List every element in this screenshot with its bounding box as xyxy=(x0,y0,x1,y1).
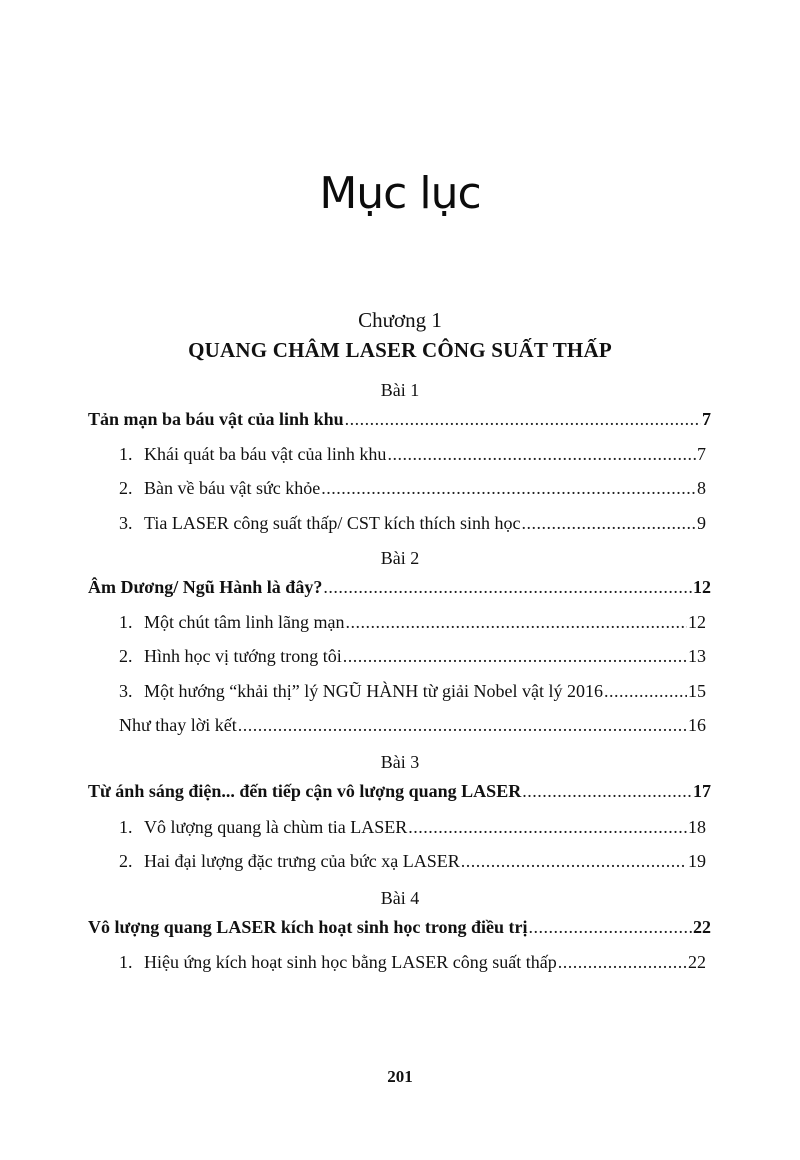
dot-leader xyxy=(461,849,687,873)
lesson-label: Bài 4 xyxy=(380,888,420,908)
lesson-label: Bài 2 xyxy=(380,548,420,568)
entry-title: Hình học vị tướng trong tôi xyxy=(144,646,342,666)
dot-leader xyxy=(529,915,692,939)
dot-leader xyxy=(345,610,687,634)
item-number: 1. xyxy=(119,817,133,837)
dot-leader xyxy=(238,713,687,737)
toc-item-entry[interactable] xyxy=(119,610,706,634)
entry-title: Bàn về báu vật sức khỏe xyxy=(144,478,321,498)
dot-leader xyxy=(323,575,692,599)
entry-page: 8 xyxy=(697,478,706,498)
toc-item-entry[interactable] xyxy=(119,679,706,703)
dot-leader xyxy=(558,950,687,974)
entry-title: Khái quát ba báu vật của linh khu xyxy=(144,444,387,464)
entry-page: 9 xyxy=(697,513,706,533)
item-number: 2. xyxy=(119,851,133,871)
entry-page: 18 xyxy=(688,817,706,837)
page-number: 201 xyxy=(387,1067,413,1086)
toc-item-entry[interactable] xyxy=(119,950,706,974)
entry-title: Âm Dương/ Ngũ Hành là đây? xyxy=(88,577,323,597)
dot-leader xyxy=(604,679,687,703)
toc-section-entry[interactable] xyxy=(88,915,711,939)
lesson-label: Bài 1 xyxy=(380,380,420,400)
entry-title: Tản mạn ba báu vật của linh khu xyxy=(88,409,344,429)
toc-item-entry[interactable] xyxy=(119,713,706,737)
entry-page: 22 xyxy=(688,952,706,972)
toc-section-entry[interactable] xyxy=(88,575,711,599)
entry-page: 22 xyxy=(693,917,711,937)
entry-title: Một hướng “khải thị” lý NGŨ HÀNH từ giải Nobel vật lý 2016 xyxy=(144,681,603,701)
item-number: 2. xyxy=(119,646,133,666)
dot-leader xyxy=(387,442,696,466)
entry-page: 13 xyxy=(688,646,706,666)
entry-title: Vô lượng quang LASER kích hoạt sinh học trong điều trị xyxy=(88,917,528,937)
entry-page: 12 xyxy=(693,577,711,597)
item-number: 2. xyxy=(119,478,133,498)
entry-title: Từ ánh sáng điện... đến tiếp cận vô lượng quang LASER xyxy=(88,781,522,801)
entry-page: 7 xyxy=(697,444,706,464)
dot-leader xyxy=(321,476,696,500)
toc-item-entry[interactable] xyxy=(119,442,706,466)
dot-leader xyxy=(408,815,687,839)
item-number: 1. xyxy=(119,612,133,632)
entry-title: Vô lượng quang là chùm tia LASER xyxy=(144,817,408,837)
toc-item-entry[interactable] xyxy=(119,511,706,535)
entry-page: 12 xyxy=(688,612,706,632)
item-number: 1. xyxy=(119,444,133,464)
dot-leader xyxy=(345,407,701,431)
item-number: 1. xyxy=(119,952,133,972)
entry-page: 15 xyxy=(688,681,706,701)
toc-item-entry[interactable] xyxy=(119,815,706,839)
entry-title: Như thay lời kết xyxy=(119,715,237,735)
entry-title: Hai đại lượng đặc trưng của bức xạ LASER xyxy=(144,851,460,871)
lesson-label: Bài 3 xyxy=(380,752,420,772)
entry-page: 7 xyxy=(702,409,711,429)
entry-title: Tia LASER công suất thấp/ CST kích thích sinh học xyxy=(144,513,521,533)
item-number: 3. xyxy=(119,513,133,533)
toc-item-entry[interactable] xyxy=(119,644,706,668)
entry-title: Một chút tâm linh lãng mạn xyxy=(144,612,345,632)
chapter-title: QUANG CHÂM LASER CÔNG SUẤT THẤP xyxy=(188,338,612,362)
dot-leader xyxy=(343,644,687,668)
toc-item-entry[interactable] xyxy=(119,476,706,500)
toc-section-entry[interactable] xyxy=(88,779,711,803)
page-title: Mục lục xyxy=(319,168,481,219)
dot-leader xyxy=(522,779,692,803)
entry-title: Hiệu ứng kích hoạt sinh học bằng LASER công suất thấp xyxy=(144,952,557,972)
entry-page: 19 xyxy=(688,851,706,871)
toc-item-entry[interactable] xyxy=(119,849,706,873)
entry-page: 17 xyxy=(693,781,711,801)
chapter-label: Chương 1 xyxy=(358,308,442,332)
entry-page: 16 xyxy=(688,715,706,735)
toc-section-entry[interactable] xyxy=(88,407,711,431)
item-number: 3. xyxy=(119,681,133,701)
dot-leader xyxy=(522,511,697,535)
